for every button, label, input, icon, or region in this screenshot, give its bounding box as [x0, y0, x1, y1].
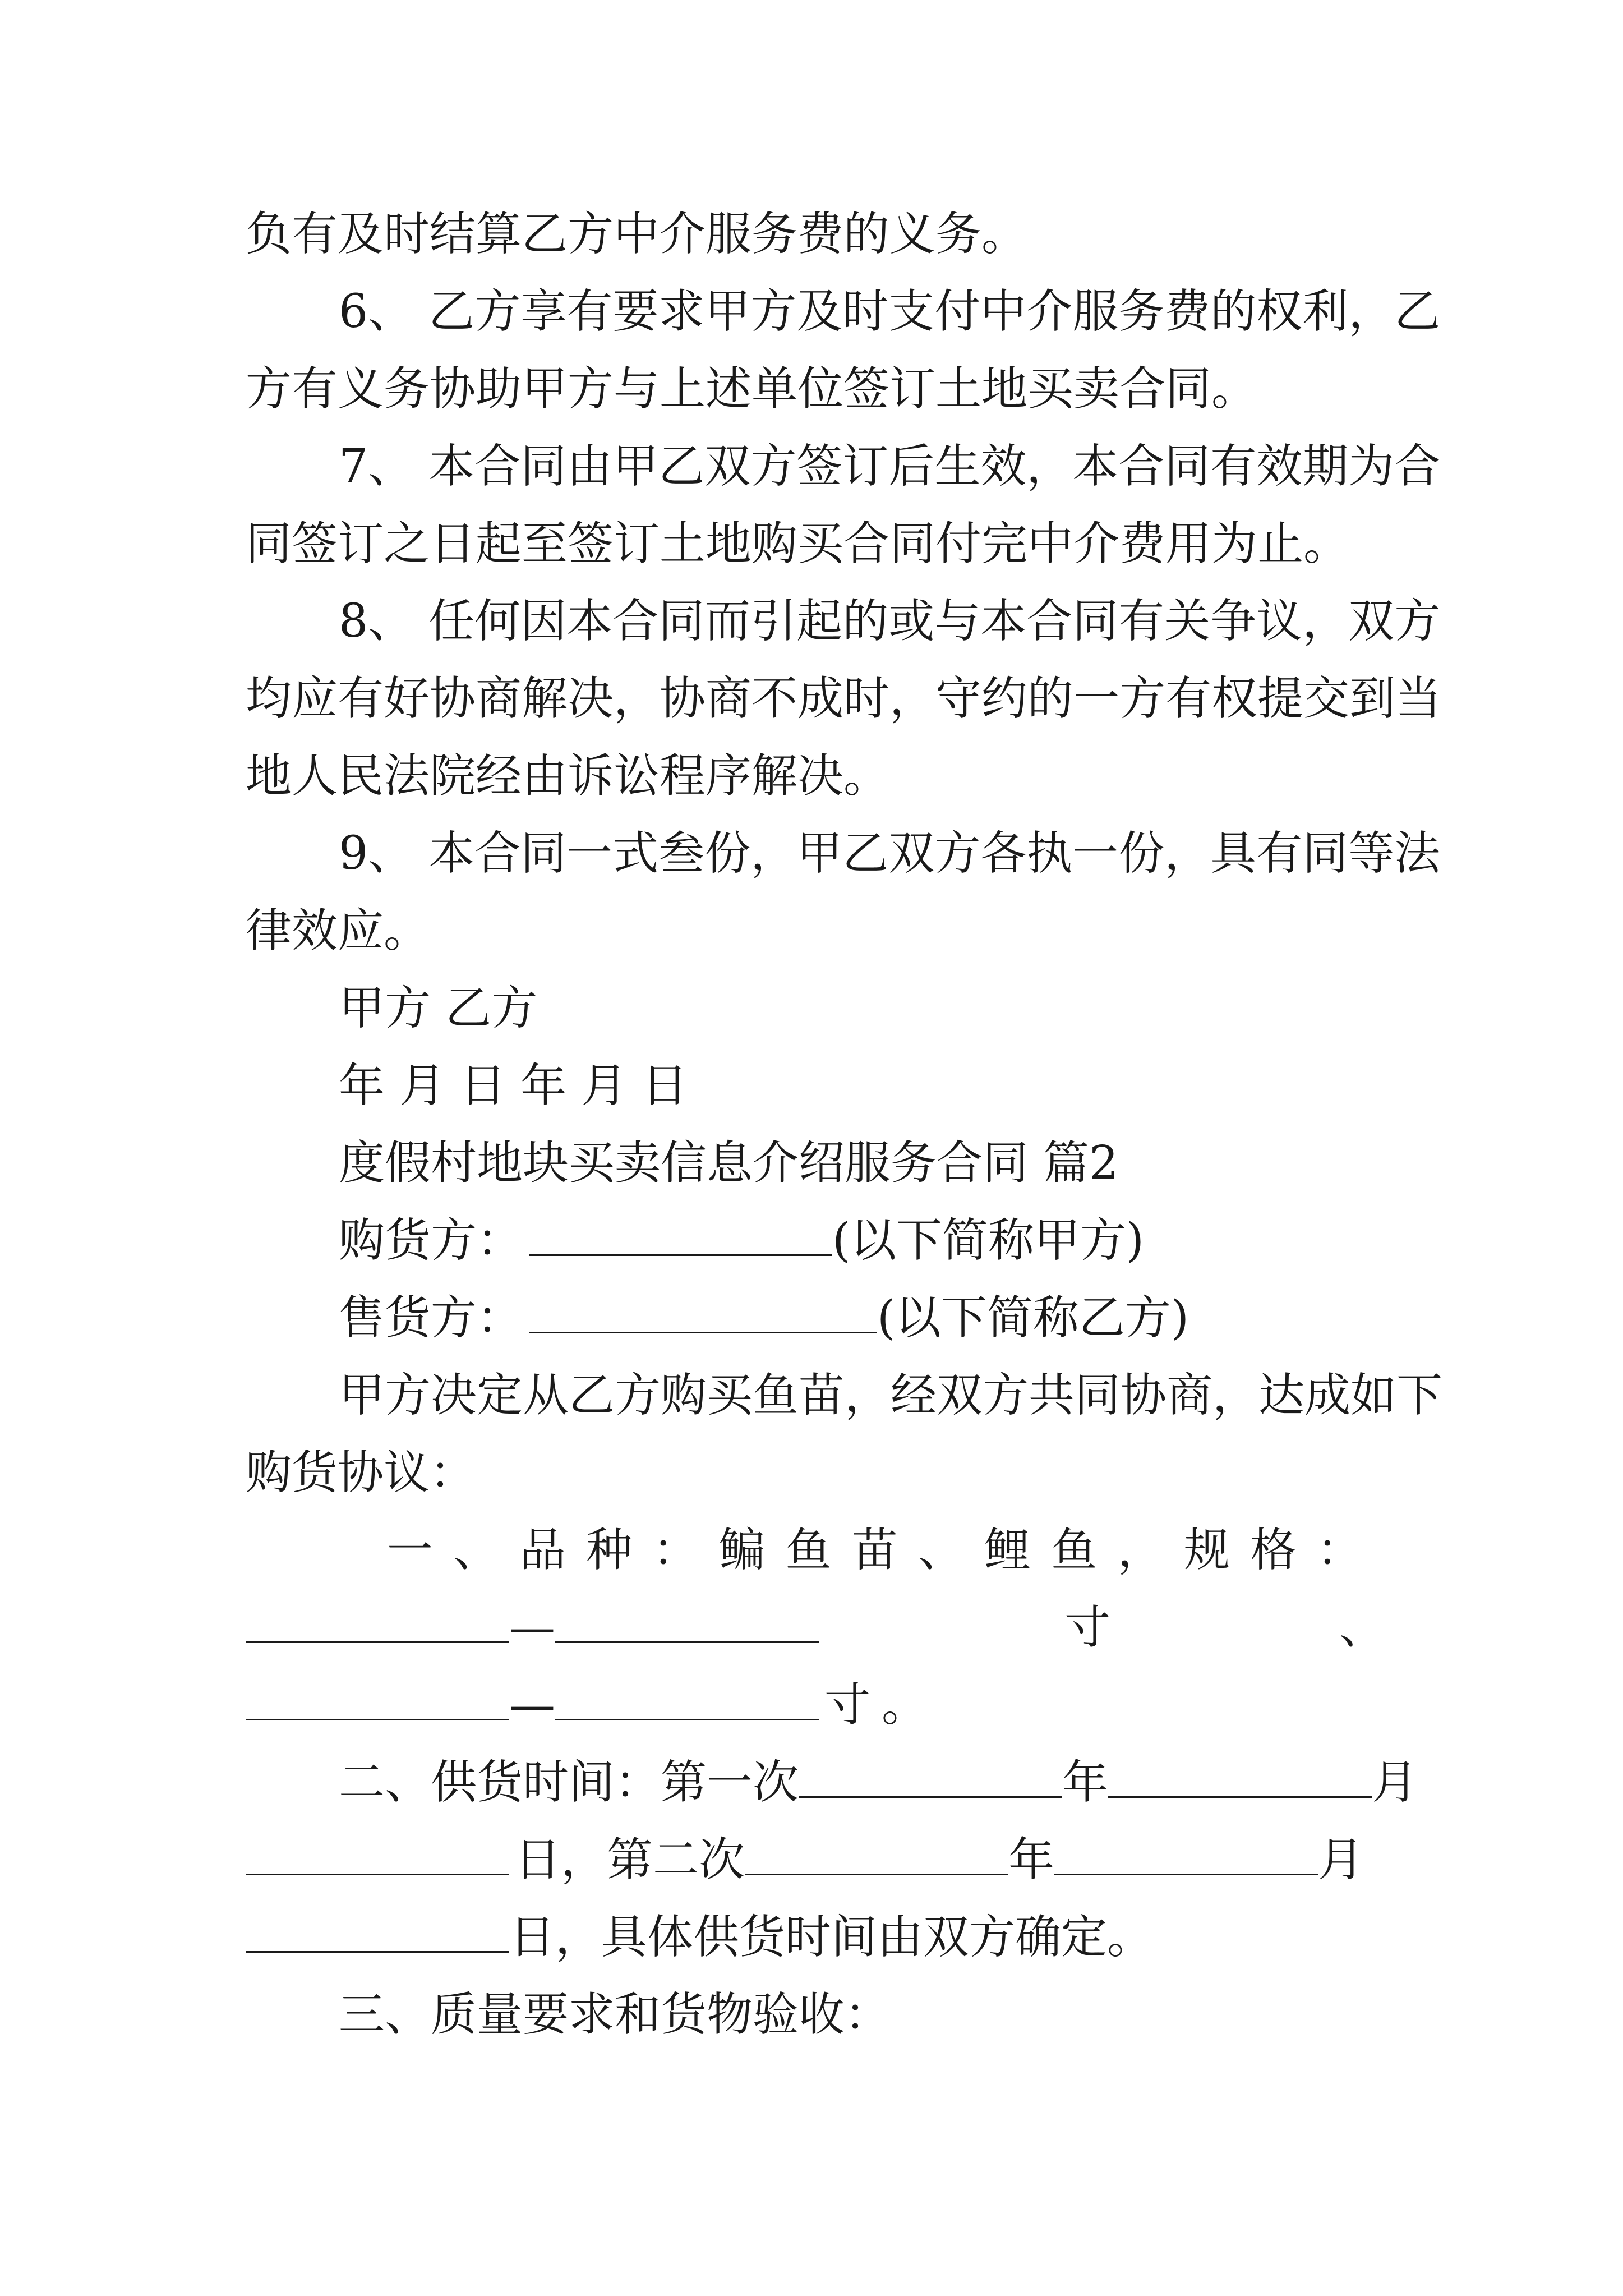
item-1-line-1: 一 、 品 种 ： 鳊 鱼 苗 、 鲤 鱼 ， 规 格 ：: [387, 1524, 1363, 1577]
clause-number: 8、: [339, 595, 414, 648]
period: 。: [882, 1678, 928, 1732]
dash: —: [509, 1601, 555, 1654]
dash: —: [509, 1678, 555, 1732]
second-day-blank: [246, 1914, 509, 1953]
item-1-line-2: [246, 1601, 1386, 1655]
contract-2-title: 度假村地块买卖信息介绍服务合同 篇2: [339, 1137, 1119, 1190]
supply-time-label: 二、供货时间：第一次: [339, 1756, 799, 1809]
paragraph-9-line-1: 9、 本合同一式叁份，甲乙双方各执一份，具有同等法: [339, 827, 1441, 880]
paragraph-7-line-2: 同签订之日起至签订土地购买合同付完中介费用为止。: [246, 517, 1350, 570]
first-month-blank: [1108, 1759, 1372, 1798]
size-max-blank-2: [555, 1682, 819, 1720]
paragraph-9-line-2: 律效应。: [246, 904, 430, 958]
intro-line-2: 购货协议：: [246, 1446, 476, 1499]
signature-parties: 甲方 乙方: [339, 982, 538, 1035]
item-2-line-3: 日，具体供货时间由双方确定。: [246, 1911, 1153, 1964]
item-2-line-1: 二、供货时间：第一次 年 月: [339, 1756, 1418, 1809]
paragraph-8-line-2: 均应有好协商解决，协商不成时，守约的一方有权提交到当: [246, 672, 1442, 725]
inch-unit: 寸: [1064, 1601, 1111, 1654]
second-month-blank: [1054, 1837, 1318, 1875]
clause-number: 6、: [339, 285, 414, 338]
seller-name-blank: [529, 1295, 877, 1333]
paragraph-6-line-1: 6、 乙方享有要求甲方及时支付中介服务费的权利，乙: [339, 285, 1441, 338]
buyer-note: (以下简称甲方): [832, 1214, 1144, 1267]
buyer-name-blank: [529, 1217, 832, 1256]
paragraph-8-line-3: 地人民法院经由诉讼程序解决。: [246, 749, 890, 803]
signature-dates: 年 月 日 年 月 日: [339, 1059, 688, 1112]
first-day-blank: [246, 1837, 509, 1875]
intro-line-1: 甲方决定从乙方购买鱼苗，经双方共同协商，达成如下: [339, 1369, 1443, 1422]
second-year-blank: [745, 1837, 1008, 1875]
seller-note: (以下简称乙方): [877, 1291, 1189, 1345]
paragraph-6-line-2: 方有义务协助甲方与上述单位签订土地买卖合同。: [246, 362, 1258, 416]
seller-line: [339, 1291, 1189, 1345]
item-2-line-2: 日，第二次 年 月: [246, 1833, 1364, 1887]
first-year-blank: [799, 1759, 1062, 1798]
buyer-line: [339, 1214, 1144, 1268]
size-min-blank-2: [246, 1682, 509, 1720]
paragraph-5-tail: 负有及时结算乙方中介服务费的义务。: [246, 208, 1028, 261]
clause-number: 9、: [339, 827, 414, 880]
separator: 、: [1339, 1601, 1386, 1654]
buyer-label: 购货方：: [339, 1214, 523, 1267]
seller-label: 售货方：: [339, 1291, 523, 1345]
size-min-blank: [246, 1604, 509, 1643]
paragraph-8-line-1: 8、 任何因本合同而引起的或与本合同有关争议，双方: [339, 595, 1441, 648]
clause-number: 7、: [339, 440, 414, 493]
paragraph-7-line-1: 7、 本合同由甲乙双方签订后生效，本合同有效期为合: [339, 440, 1441, 493]
size-max-blank: [555, 1604, 819, 1643]
item-1-line-3: [246, 1678, 928, 1732]
inch-unit: 寸: [824, 1678, 871, 1732]
item-3-heading: 三、质量要求和货物验收：: [339, 1988, 891, 2041]
